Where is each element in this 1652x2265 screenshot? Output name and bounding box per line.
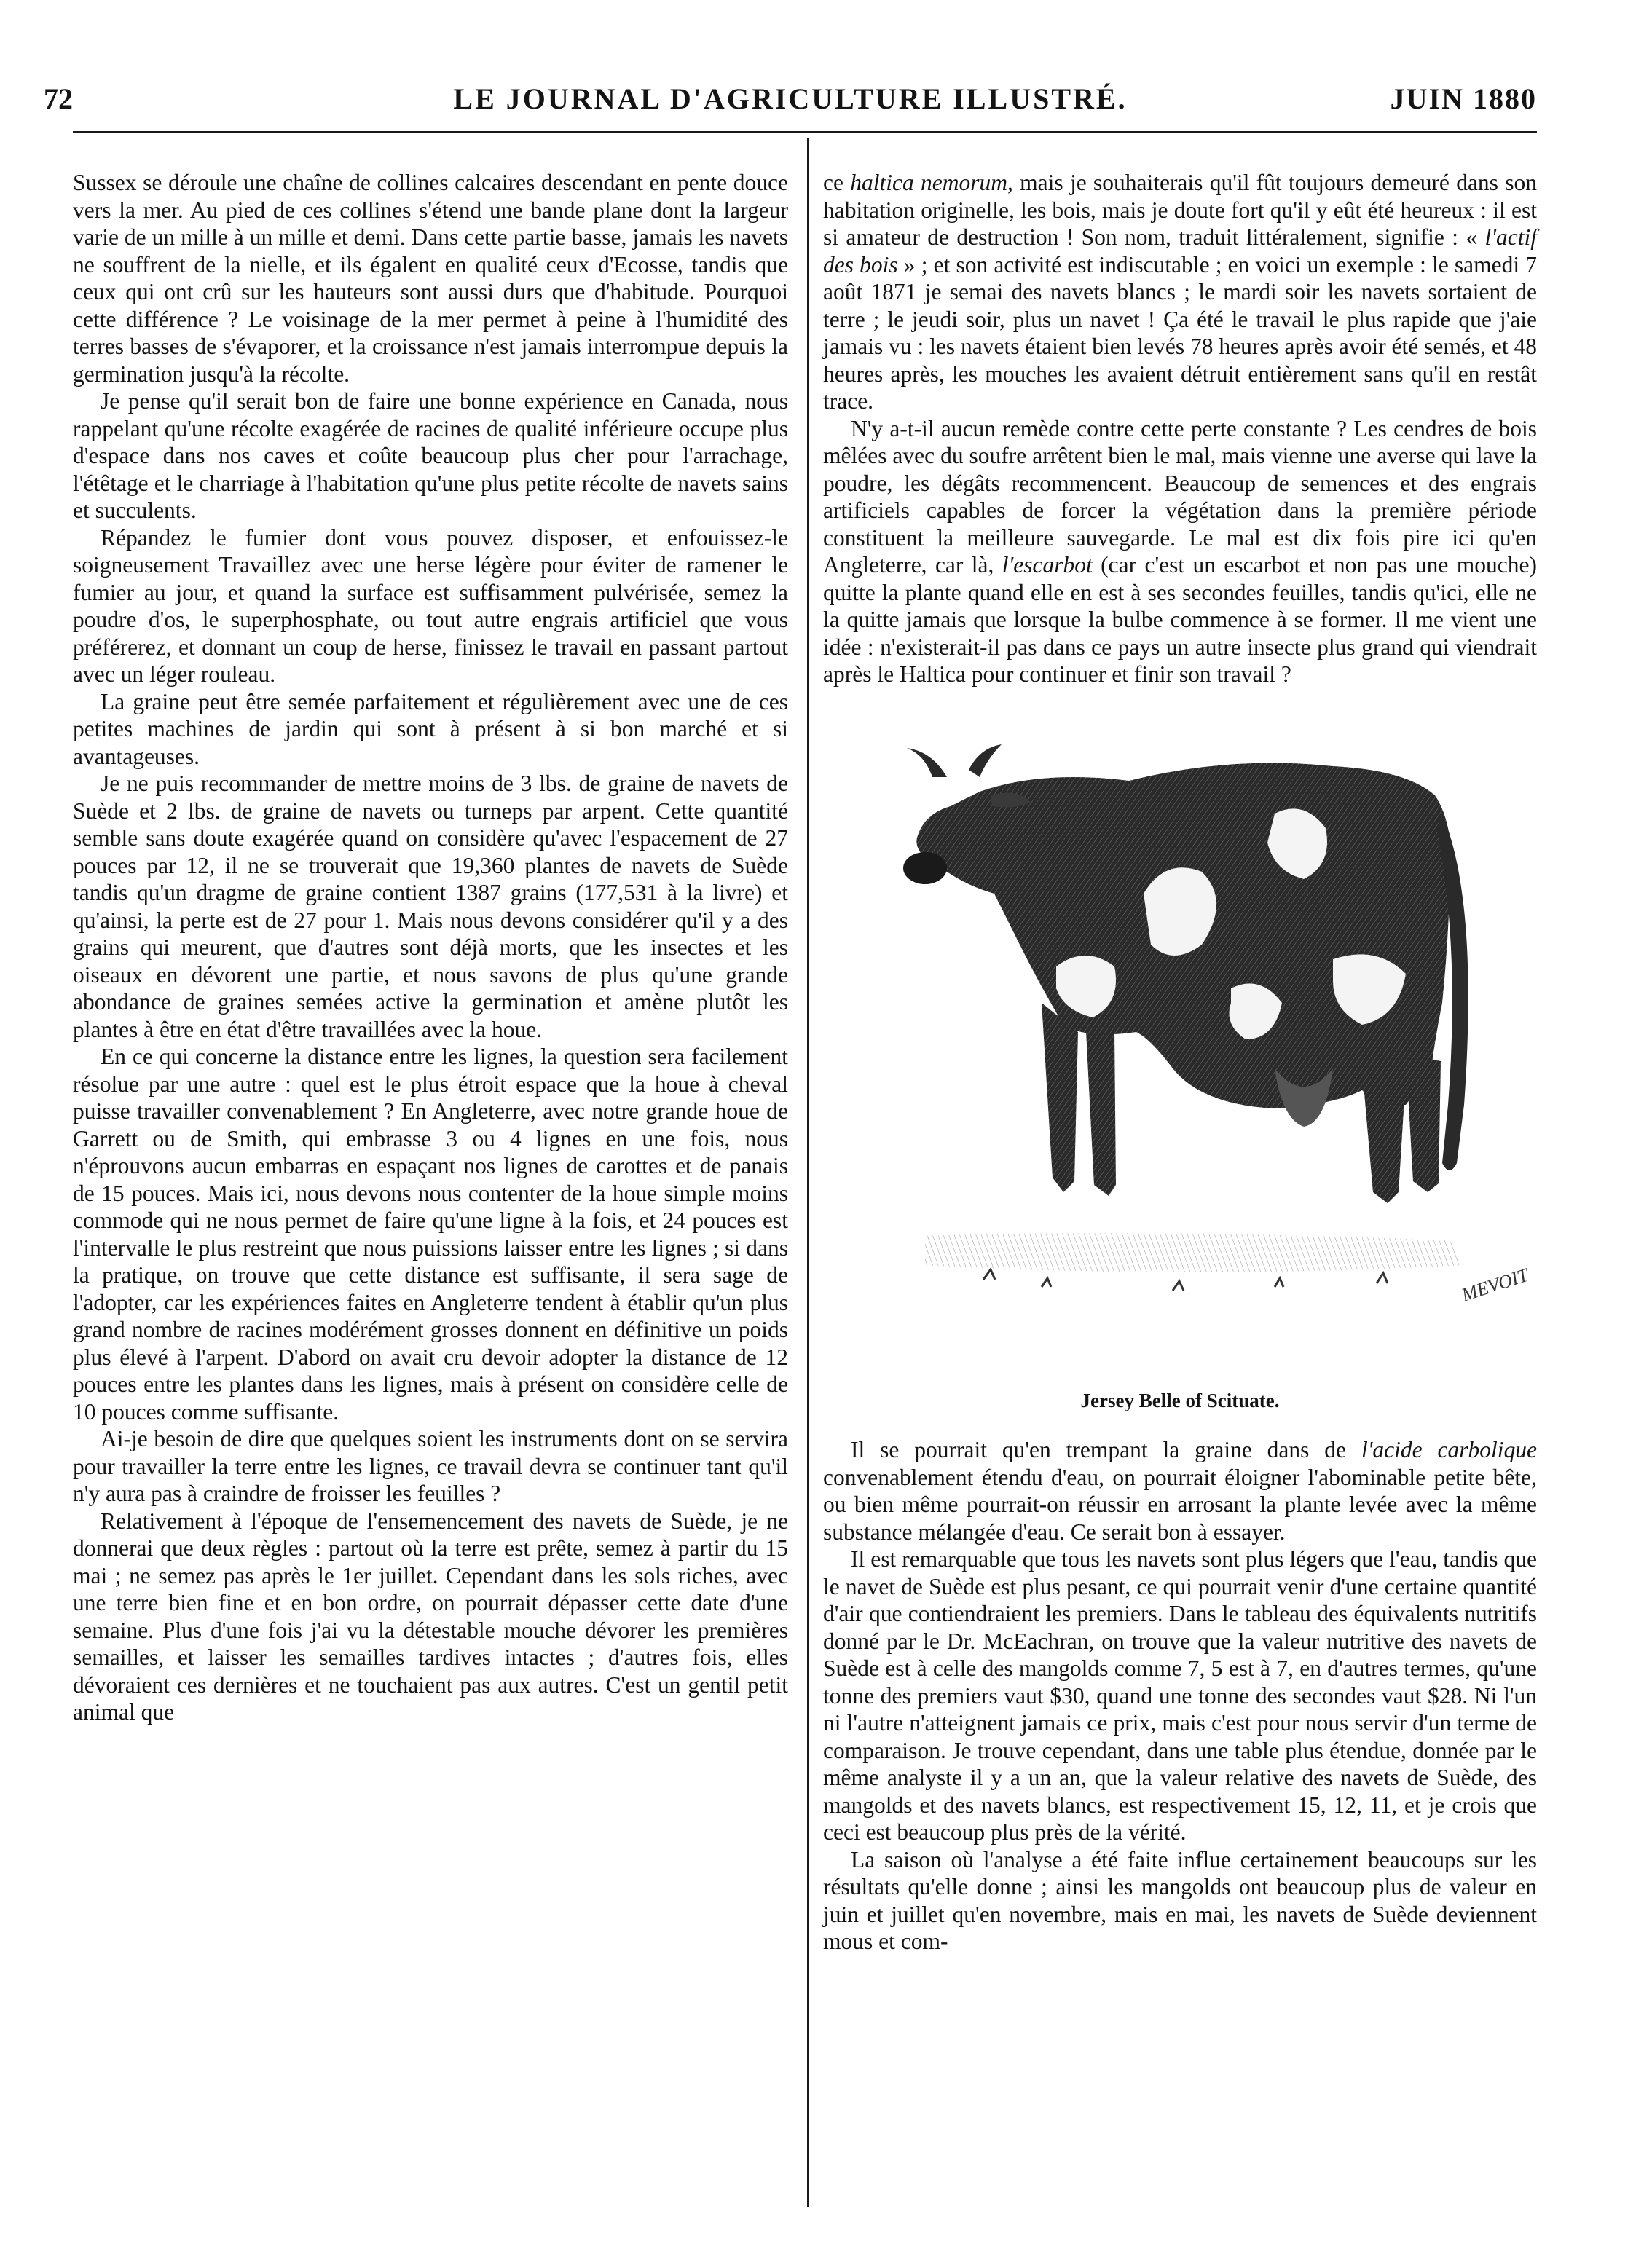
ground-shadow	[925, 1233, 1464, 1272]
page-number: 72	[44, 82, 73, 115]
header-rule	[73, 131, 1537, 133]
text-run: , mais je souhaiterais qu'il fût toujours demeuré dans son habitation originelle, les bois, mais je doute fort qu'il y eût été heureux : il est si amateur de destruction ! Son nom, traduit littéralement, signifie : «	[823, 170, 1537, 250]
article-paragraph: Je pense qu'il serait bon de faire une bonne expérience en Canada, nous rappelant qu'une récolte exagérée de racines de qualité inférieure occupe plus d'espace dans nos caves et coûte beaucoup plus cher pour l'arrachage, l'étêtage et le charriage à l'habitation qu'une plus petite récolte de navets sains et succulents.	[73, 388, 788, 523]
cow-illustration	[823, 726, 1537, 1382]
text-run: ce	[823, 170, 851, 195]
article-paragraph	[823, 1436, 1537, 1545]
text-run: Il se pourrait qu'en trempant la graine dans de	[851, 1437, 1361, 1462]
journal-title: LE JOURNAL D'AGRICULTURE ILLUSTRÉ.	[453, 82, 1128, 115]
cow-muzzle	[903, 852, 947, 884]
ground-grass	[983, 1269, 1388, 1291]
italic-term: l'escarbot	[1002, 552, 1093, 578]
article-paragraph: La graine peut être semée parfaitement et régulièrement avec une de ces petites machines de jardin qui sont à présent à si bon marché et si avantageuses.	[73, 688, 788, 769]
article-paragraph	[823, 415, 1537, 688]
column-divider	[807, 138, 809, 2207]
cow-leg	[1362, 1068, 1406, 1203]
cow-horn	[969, 744, 1002, 777]
article-paragraph: Sussex se déroule une chaîne de collines calcaires descendant en pente douce vers la mer. Au pied de ces collines s'étend une bande plane dont la largeur varie de un mille à un mille et demi. Dans cette partie basse, jamais les navets ne souffrent de la nielle, et ils égalent en qualité ceux d'Ecosse, tandis que ceux qui ont crû sur les hauteurs sont aussi durs que d'habitude. Pourquoi cette différence ? Le voisinage de la mer permet à peine à l'humidité des terres basses de s'évaporer, et la croissance n'est jamais interrompue depuis la germination jusqu'à la récolte.	[73, 170, 788, 387]
left-column	[73, 169, 788, 1726]
cow-leg	[1042, 1003, 1078, 1192]
article-paragraph: La saison où l'analyse a été faite influe certainement beaucoups sur les résultats qu'elle donne ; ainsi les mangolds ont beaucoup plus de valeur en juin et juillet qu'en novembre, mais en mai, les navets de Suède deviennent mous et com-	[823, 1846, 1537, 1954]
article-paragraph: Il est remarquable que tous les navets sont plus légers que l'eau, tandis que le navet de Suède est plus pesant, ce qui pourrait venir d'une certaine quantité d'air que contiendraient les premiers. Dans le tableau des équivalents nutritifs donné par le Dr. McEachran, on trouve que la valeur nutritive des navets de Suède est à celle des mangolds comme 7, 5 est à 7, en d'autres termes, qu'une tonne des premiers vaut $30, quand une tonne des secondes vaut $28. Ni l'un ni l'autre n'atteignent jamais ce prix, mais c'est pour nous servir d'un terme de comparaison. Je trouve cependant, dans une table plus étendue, donnée par le même analyste il y a un an, que la valeur relative des navets de Suède, des mangolds et des navets blancs, est respectivement 15, 12, 11, et je crois que ceci est beaucoup plus près de la vérité.	[823, 1546, 1537, 1845]
engraver-signature: MEVOIT	[1458, 1264, 1531, 1306]
cow-leg	[1085, 1017, 1116, 1196]
text-run: N'y a-t-il aucun remède contre cette perte constante ? Les cendres de bois mêlées avec du soufre arrêtent bien le mal, mais vienne une averse qui lave la poudre, les dégâts recommencent. Beaucoup de semences et des engrais artificiels capables de forcer la végétation dans la première période constituent la meilleure sauvegarde. Le mal est dix fois pire ici qu'en Angleterre, car là,	[823, 415, 1537, 578]
article-paragraph: En ce qui concerne la distance entre les lignes, la question sera facilement résolue par une autre : quel est le plus étroit espace que la houe à cheval puisse travailler convenablement ? En Angleterre, avec notre grande houe de Garrett ou de Smith, qui embrasse 3 ou 4 lignes en une fois, nous n'éprouvons aucun embarras en espaçant nos lignes de carottes et de panais de 15 pouces. Mais ici, nous devons nous contenter de la houe simple moins commode qui ne nous permet de faire qu'une ligne à la fois, et 24 pouces est l'intervalle le plus restreint que nous puissions laisser entre les lignes ; si dans la pratique, on trouve que cette distance est suffisante, il sera sage de l'adopter, car les expériences faites en Angleterre tendent à établir qu'un plus grand nombre de racines modérément grosses donnent en définitive un poids plus élevé à l'arpent. D'abord on avait cru devoir adopter la distance de 12 pouces entre les plantes dans les lignes, mais à présent on considère celle de 10 pouces comme suffisante.	[73, 1044, 788, 1425]
text-run: » ; et son activité est indiscutable ; en voici un exemple : le samedi 7 août 1871 je semai des navets blancs ; le mardi soir les navets sortaient de terre ; le jeudi soir, plus un navet ! Ça été le travail le plus rapide que j'aie jamais vu : les navets étaient bien levés 78 heures après avoir été semés, et 48 heures après, les mouches les avaient détruit entièrement sans qu'il en restât trace.	[823, 251, 1537, 414]
right-column	[823, 169, 1537, 1955]
text-run: (car c'est un escarbot et non pas une mouche) quitte la plante quand elle en est à ses secondes feuilles, tandis qu'ici, elle ne la quitte jamais que lorsque la bulbe commence à se former. Il me vient une idée : n'existerait-il pas dans ce pays un autre insecte plus grand qui viendrait après le Haltica pour continuer et finir son travail ?	[823, 552, 1537, 687]
article-paragraph	[823, 169, 1537, 415]
article-paragraph: Répandez le fumier dont vous pouvez disposer, et enfouissez-le soigneusement Travaillez avec une herse légère pour éviter de ramener le fumier au jour, et quand la surface est suffisamment pulvérisée, semez la poudre d'os, le superphosphate, ou tout autre engrais artificiel que vous préférerez, et donnant un coup de herse, finissez le travail en passant partout avec un léger rouleau.	[73, 524, 788, 687]
cow-horn	[907, 748, 947, 777]
italic-term: l'actif des bois	[823, 224, 1537, 277]
page-header	[44, 82, 1537, 125]
italic-term: l'acide carbolique	[1361, 1437, 1537, 1462]
italic-term: haltica nemorum	[850, 170, 1008, 195]
cow-leg	[1406, 1054, 1441, 1192]
text-run: convenablement étendu d'eau, on pourrait éloigner l'abominable petite bête, ou bien même pourrait-on réussir en arrosant la plante levée avec la même substance mélangée d'eau. Ce serait bon à essayer.	[823, 1464, 1537, 1545]
article-paragraph: Relativement à l'époque de l'ensemencement des navets de Suède, je ne donnerai que deux règles : partout où la terre est prête, semez à partir du 15 mai ; ne semez pas après le 1er juillet. Cependant dans les sols riches, avec une terre bien fine et en bon ordre, on pourrait dépasser cette date d'une semaine. Plus d'une fois j'ai vu la détestable mouche dévorer les premières semailles, et laisser les semailles tardives intactes ; d'autres fois, elles dévoraient ces dernières et ne touchaient pas aux autres. C'est un gentil petit animal que	[73, 1508, 788, 1725]
cow-engraving-figure	[823, 726, 1537, 1415]
figure-caption: Jersey Belle of Scituate.	[1080, 1389, 1280, 1411]
article-paragraph: Je ne puis recommander de mettre moins de 3 lbs. de graine de navets de Suède et 2 lbs. de graine de navets ou turneps par arpent. Cette quantité semble sans doute exagérée quand on considère qu'avec l'espacement de 27 pouces par 12, il ne se trouverait que 19,360 plantes de navets de Suède tandis qu'un dragme de graine contient 1387 grains (177,531 à la livre) et qu'ainsi, la perte est de 27 pour 1. Mais nous devons considérer qu'il y a des grains qui meurent, que d'autres sont déjà morts, que les insectes et les oiseaux en dévorent une partie, et nous savons de plus qu'une grande abondance de graines semées active la germination et amène plutôt les plantes à être en état d'être travaillées avec la houe.	[73, 771, 788, 1042]
article-paragraph: Ai-je besoin de dire que quelques soient les instruments dont on se servira pour travailler la terre entre les lignes, ce travail devra se continuer tant qu'il n'y aura pas à craindre de froisser les feuilles ?	[73, 1426, 788, 1506]
issue-date: JUIN 1880	[1390, 82, 1537, 115]
